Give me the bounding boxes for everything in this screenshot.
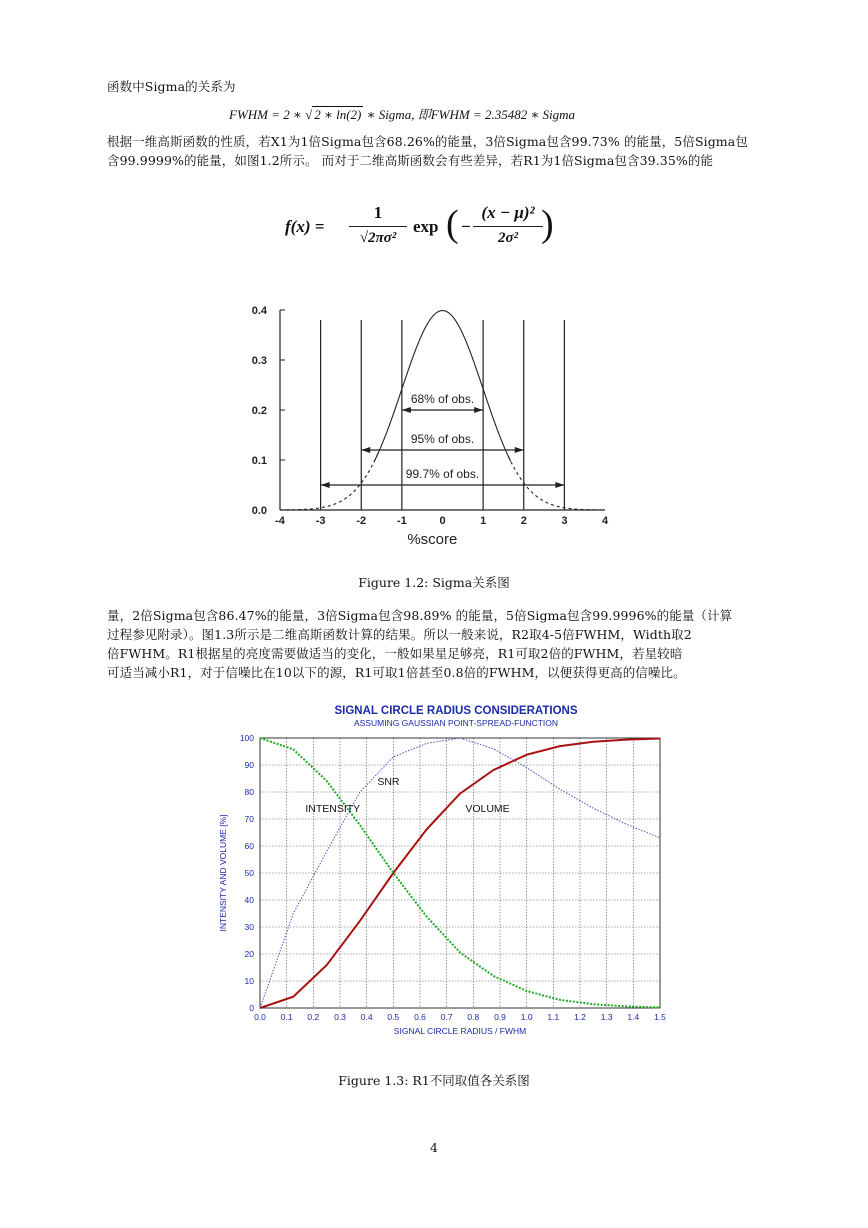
arrow-head-right xyxy=(555,482,564,488)
chart-title: SIGNAL CIRCLE RADIUS CONSIDERATIONS xyxy=(334,705,578,717)
range-label: 99.7% of obs. xyxy=(405,467,480,481)
x-axis-label: SIGNAL CIRCLE RADIUS / FWHM xyxy=(393,1026,527,1036)
paragraph-1-line: 根据一维高斯函数的性质，若X1为1倍Sigma包含68.26%的能量，3倍Sigma包含99.73% 的能量，5倍Sigma包 xyxy=(107,134,748,149)
arrow-head-left xyxy=(361,447,370,453)
gauss-inner-bar xyxy=(473,226,543,227)
y-tick-label: 70 xyxy=(244,814,254,824)
x-tick-label: 0.3 xyxy=(334,1012,346,1022)
figure-1-2-caption: Figure 1.2: Sigma关系图 xyxy=(358,575,510,590)
x-tick-label: 4 xyxy=(601,515,609,527)
page-number: 4 xyxy=(430,1140,438,1155)
intro-line: 函数中Sigma的关系为 xyxy=(107,79,236,94)
gauss-denominator: √2πσ² xyxy=(359,230,397,246)
series-label: SNR xyxy=(377,776,400,789)
x-tick-label: 1.5 xyxy=(654,1012,666,1022)
x-tick-label: 1.2 xyxy=(574,1012,586,1022)
x-tick-label: 0.1 xyxy=(280,1012,293,1022)
x-tick-label: 3 xyxy=(561,515,568,527)
y-tick-label: 50 xyxy=(244,868,254,878)
y-tick-label: 10 xyxy=(244,976,254,986)
x-tick-label: 1.4 xyxy=(627,1012,640,1022)
paragraph-2-line: 过程参见附录）。图1.3所示是二维高斯函数计算的结果。所以一般来说，R2取4-5倍FWHM，Width取2 xyxy=(107,627,692,642)
y-tick-label: 0.2 xyxy=(251,405,267,417)
range-label: 68% of obs. xyxy=(410,392,475,406)
paragraph-2-line: 量，2倍Sigma包含86.47%的能量，3倍Sigma包含98.89% 的能量，5倍Sigma包含99.9996%的能量（计算 xyxy=(107,608,733,623)
gauss-numerator: 1 xyxy=(373,203,383,222)
x-tick-label: -4 xyxy=(275,515,285,527)
y-tick-label: 40 xyxy=(244,895,254,905)
x-tick-label: 0.7 xyxy=(440,1012,453,1022)
gauss-formula xyxy=(285,200,555,256)
paragraph-2-line: 倍FWHM。R1根据星的亮度需要做适当的变化，一般如果星足够亮，R1可取2倍的FWHM，若星较暗 xyxy=(107,646,683,661)
figure-1-3-caption: Figure 1.3: R1不同取值各关系图 xyxy=(338,1073,530,1088)
gauss-inner-denominator: 2σ² xyxy=(497,230,519,246)
figure-1-2-chart xyxy=(240,298,630,553)
y-tick-label: 0.4 xyxy=(251,305,267,317)
x-tick-label: -2 xyxy=(356,515,367,527)
fwhm-formula: FWHM = 2 ∗ √ 2 ∗ ln(2) ∗ Sigma, 即FWHM = 2.35482 ∗ Sigma xyxy=(229,107,576,122)
x-tick-label: 0.2 xyxy=(307,1012,320,1022)
series-label: VOLUME xyxy=(465,803,510,816)
x-tick-label: 1.0 xyxy=(520,1012,533,1022)
density-curve-left-tail xyxy=(280,455,378,510)
y-tick-label: 60 xyxy=(244,841,254,851)
gauss-left-paren: ( xyxy=(446,203,459,245)
y-tick-label: 100 xyxy=(239,733,254,743)
x-tick-label: 1.3 xyxy=(600,1012,613,1022)
y-tick-label: 90 xyxy=(244,760,254,770)
chart-subtitle: ASSUMING GAUSSIAN POINT-SPREAD-FUNCTION xyxy=(353,718,559,728)
fwhm-radical: 2 ∗ ln(2) xyxy=(314,107,362,122)
gauss-exp: exp xyxy=(413,217,439,236)
paragraph-2-line: 可适当减小R1，对于信噪比在10以下的源，R1可取1倍甚至0.8倍的FWHM，以便获得更高的信噪比。 xyxy=(107,665,686,680)
x-tick-label: 0.6 xyxy=(414,1012,426,1022)
y-tick-label: 80 xyxy=(244,787,254,797)
gauss-minus: − xyxy=(461,217,471,236)
x-tick-label: 2 xyxy=(520,515,527,527)
x-tick-label: 0.9 xyxy=(494,1012,506,1022)
x-tick-label: 0 xyxy=(439,515,446,527)
arrow-head-left xyxy=(402,407,411,413)
arrow-head-right xyxy=(515,447,524,453)
y-tick-label: 0 xyxy=(249,1003,254,1013)
gauss-inner-numerator: (x − μ)² xyxy=(481,203,535,222)
x-tick-label: 0.5 xyxy=(387,1012,400,1022)
y-axis-label: INTENSITY AND VOLUME [%] xyxy=(218,814,228,932)
figure-1-3-chart xyxy=(212,700,677,1045)
x-tick-label: 1.1 xyxy=(547,1012,560,1022)
y-tick-label: 30 xyxy=(244,922,254,932)
gauss-lhs: f(x) = xyxy=(285,217,325,236)
y-tick-label: 20 xyxy=(244,949,254,959)
x-tick-label: 1 xyxy=(480,515,487,527)
y-tick-label: 0.3 xyxy=(251,355,267,367)
range-label: 95% of obs. xyxy=(410,432,475,446)
y-tick-label: 0.0 xyxy=(251,505,267,517)
x-axis-label: %score xyxy=(407,531,458,548)
arrow-head-left xyxy=(321,482,330,488)
x-tick-label: 0.8 xyxy=(467,1012,480,1022)
x-tick-label: -3 xyxy=(315,515,326,527)
gauss-fraction-bar xyxy=(349,226,407,227)
gauss-right-paren: ) xyxy=(541,203,554,245)
paragraph-1 xyxy=(107,132,748,170)
paragraph-2 xyxy=(107,606,732,682)
fwhm-rest: ∗ Sigma, 即FWHM = 2.35482 ∗ Sigma xyxy=(363,107,576,122)
fwhm-lhs: FWHM = 2 ∗ xyxy=(229,107,306,122)
x-tick-label: 0.4 xyxy=(360,1012,373,1022)
paragraph-1-line: 含99.9999%的能量，如图1.2所示。 而对于二维高斯函数会有些差异，若R1为1倍Sigma包含39.35%的能 xyxy=(107,153,714,168)
y-tick-label: 0.1 xyxy=(251,455,267,467)
arrow-head-right xyxy=(474,407,483,413)
series-label: INTENSITY xyxy=(305,803,361,816)
x-tick-label: -1 xyxy=(396,515,407,527)
x-tick-label: 0.0 xyxy=(254,1012,266,1022)
